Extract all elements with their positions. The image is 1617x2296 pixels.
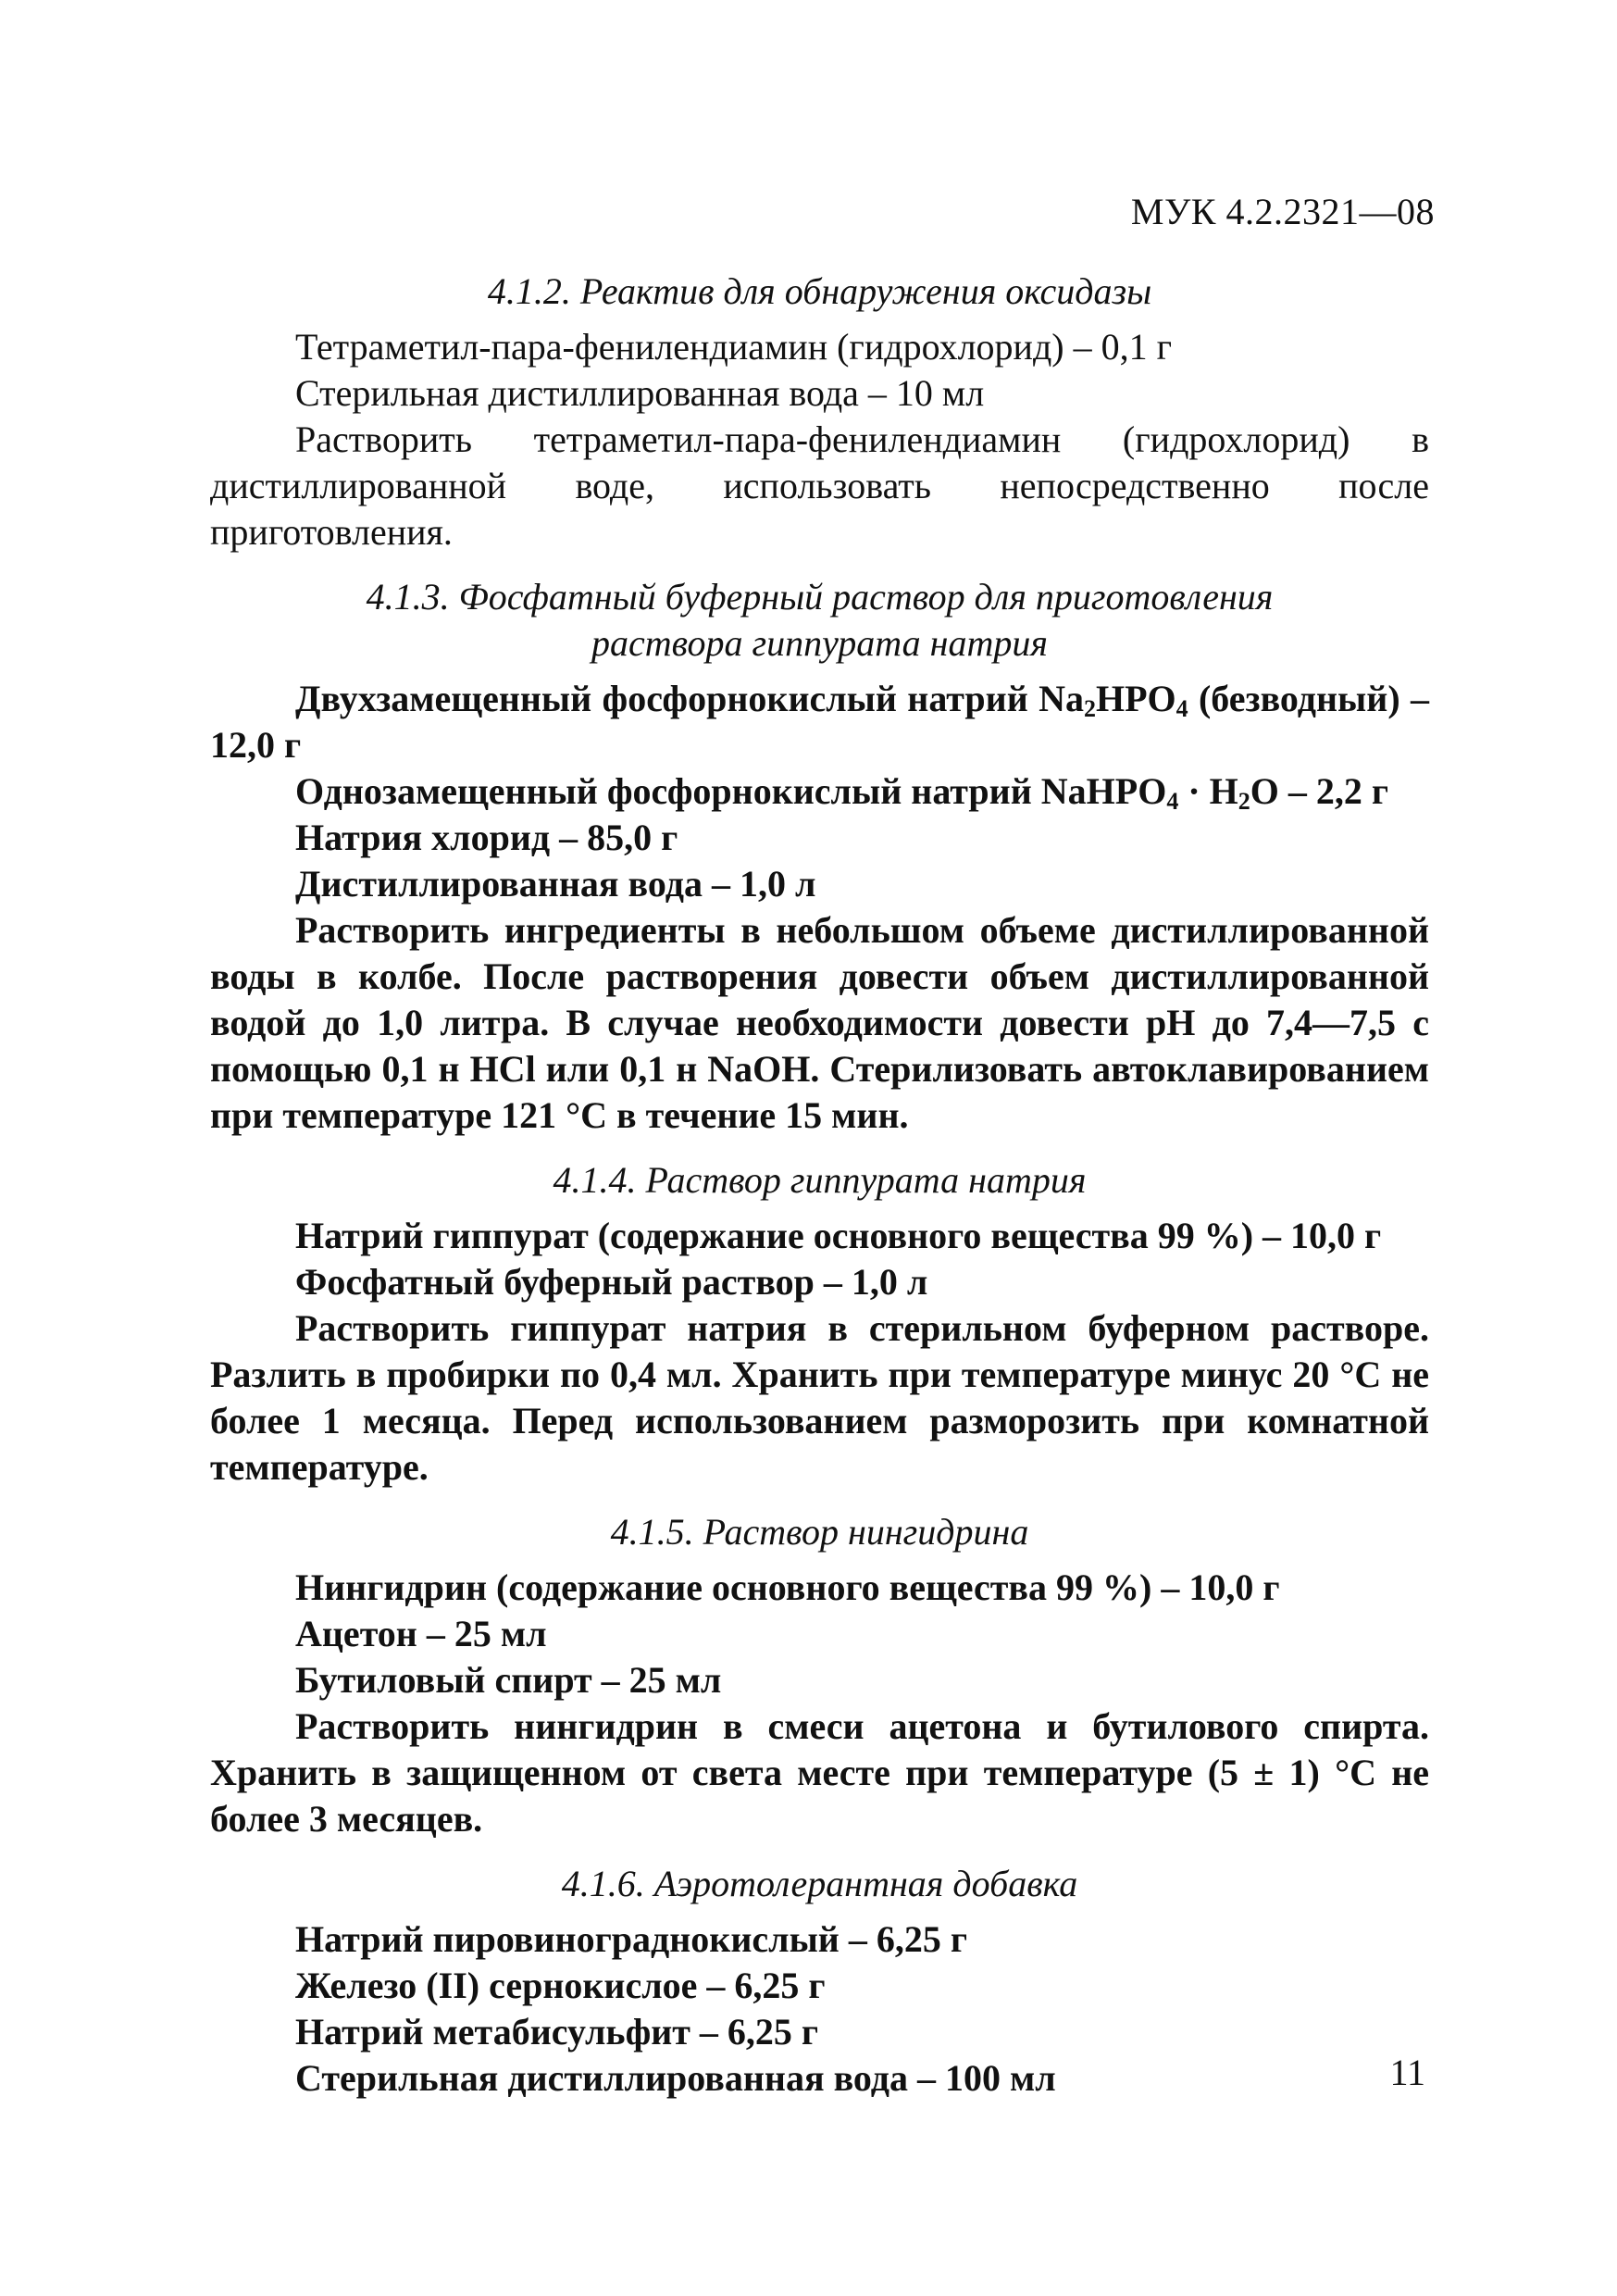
section-4-1-6	[210, 1861, 1429, 2102]
section-title: 4.1.6. Аэротолерантная добавка	[561, 1863, 1078, 1904]
section-title: 4.1.4. Раствор гиппурата натрия	[553, 1159, 1087, 1201]
section-4-1-3	[210, 574, 1429, 1139]
ingredient-line: Двухзамещенный фосфорнокислый натрий $Na_2HPO_4$ (безводный) – 12,0 г	[210, 678, 1429, 766]
ingredient-line: Дистиллированная вода – 1,0 л	[295, 863, 816, 905]
ingredient-line: Нингидрин (содержание основного вещества 99 %) – 10,0 г	[295, 1566, 1280, 1608]
section-title	[210, 574, 1429, 667]
ingredient-line: Бутиловый спирт – 25 мл	[295, 1659, 722, 1701]
ingredient-line: Ацетон – 25 мл	[295, 1613, 547, 1654]
ingredient-line: Натрий пировинограднокислый – 6,25 г	[295, 1918, 968, 1960]
page-content	[210, 268, 1429, 2102]
section-4-1-2	[210, 268, 1429, 555]
ingredient-line: Фосфатный буферный раствор – 1,0 л	[295, 1261, 928, 1303]
instruction-paragraph: Растворить ингредиенты в небольшом объеме дистиллированной воды в колбе. После растворения довести объем дистиллированной водой до 1,0 литра. В случае необходимости довести pH до 7,4—7,5 с помощью 0,1 н HCl или 0,1 н NaOH. Стерилизовать автоклавированием при температуре 121 °C в течение 15 мин.	[210, 909, 1429, 1136]
page-number: 11	[1389, 2052, 1425, 2093]
document-code: МУК 4.2.2321—08	[1130, 191, 1435, 232]
section-4-1-4	[210, 1157, 1429, 1491]
ingredient-line: Натрий гиппурат (содержание основного вещества 99 %) – 10,0 г	[295, 1215, 1382, 1256]
section-title: 4.1.5. Раствор нингидрина	[610, 1511, 1029, 1553]
ingredient-line: Стерильная дистиллированная вода – 100 мл	[295, 2057, 1056, 2099]
section-title-line: 4.1.3. Фосфатный буферный раствор для приготовления	[366, 576, 1274, 618]
instruction-paragraph: Растворить нингидрин в смеси ацетона и бутилового спирта. Хранить в защищенном от света месте при температуре (5 ± 1) °C не более 3 месяцев.	[210, 1705, 1429, 1840]
instruction-paragraph: Растворить гиппурат натрия в стерильном буферном растворе. Разлить в пробирки по 0,4 мл. Хранить при температуре минус 20 °C не более 1 месяца. Перед использованием разморозить при комнатной температуре.	[210, 1307, 1429, 1488]
section-4-1-5	[210, 1509, 1429, 1842]
ingredient-line: Натрия хлорид – 85,0 г	[295, 817, 678, 858]
ingredient-line: Натрий метабисульфит – 6,25 г	[295, 2011, 819, 2053]
section-title-line: раствора гиппурата натрия	[591, 622, 1048, 664]
ingredient-line: Стерильная дистиллированная вода – 10 мл	[295, 372, 985, 414]
section-title: 4.1.2. Реактив для обнаружения оксидазы	[487, 270, 1152, 312]
ingredient-line: Тетраметил-пара-фенилендиамин (гидрохлорид) – 0,1 г	[295, 326, 1173, 368]
ingredient-line: Железо (II) сернокислое – 6,25 г	[295, 1965, 826, 2006]
ingredient-line: Однозамещенный фосфорнокислый натрий NaHPO$_4$ · $H_2O - 2,2$ г	[295, 770, 1389, 815]
instruction-paragraph: Растворить тетраметил-пара-фенилендиамин (гидрохлорид) в дистиллированной воде, использовать непосредственно после приготовления.	[210, 418, 1429, 553]
